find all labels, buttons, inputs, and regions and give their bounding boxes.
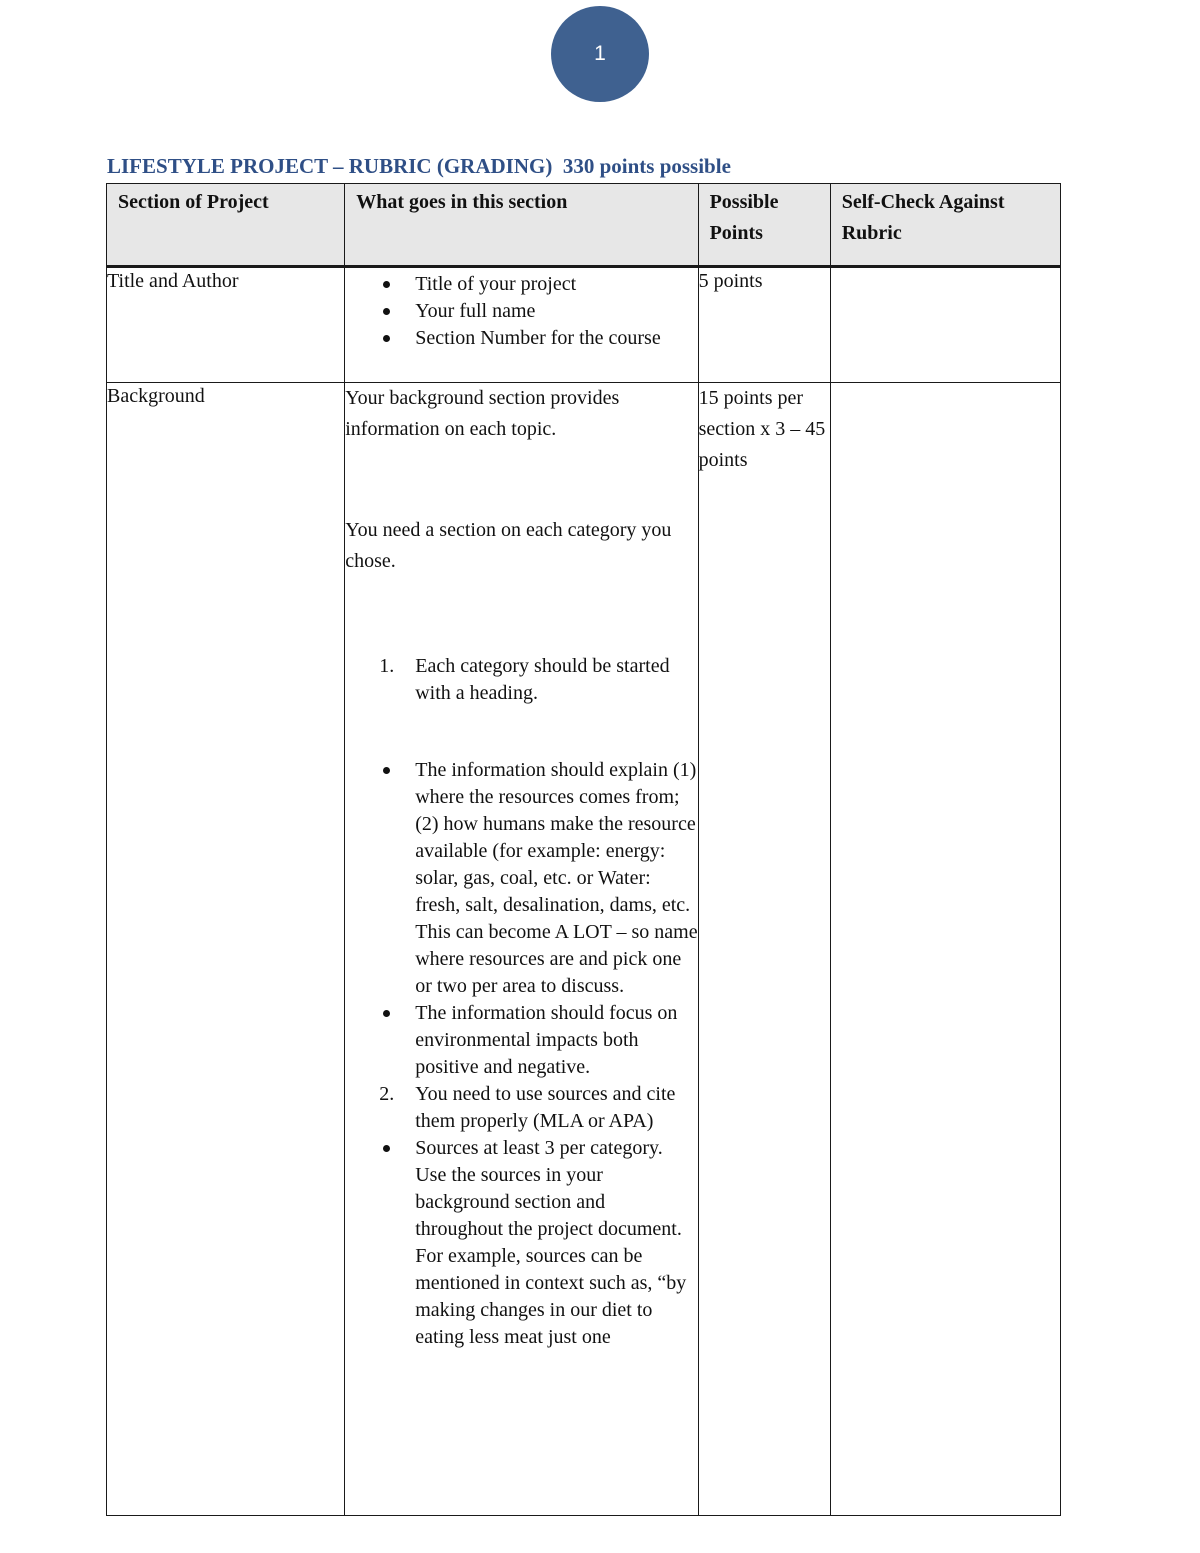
self-check-cell xyxy=(830,383,1060,1516)
header-what-goes: What goes in this section xyxy=(345,184,698,267)
bullet-list xyxy=(345,268,697,352)
background-intro: Your background section provides information on each topic. xyxy=(345,387,620,440)
list-number: 1. xyxy=(379,655,395,677)
page-number-badge xyxy=(551,6,649,102)
points-cell: 15 points per section x 3 – 45 points xyxy=(698,383,830,1516)
list-item-numbered xyxy=(345,653,697,707)
list-item-text: You need to use sources and cite them properly (MLA or APA) xyxy=(415,1083,676,1132)
bullet-list xyxy=(345,757,697,1081)
document-title: LIFESTYLE PROJECT – RUBRIC (GRADING) 330 points possible xyxy=(107,154,731,178)
bullet-list xyxy=(345,1135,697,1351)
points-cell: 5 points xyxy=(698,267,830,383)
self-check-cell xyxy=(830,267,1060,383)
page-number: 1 xyxy=(594,42,606,65)
list-item: The information should focus on environmental impacts both positive and negative. xyxy=(345,1000,697,1081)
list-item-numbered xyxy=(345,1081,697,1135)
table-row-background xyxy=(107,383,1061,1516)
numbered-list xyxy=(345,1081,697,1135)
header-self-check: Self-Check Against Rubric xyxy=(830,184,1060,267)
list-item: The information should explain (1) where the resources comes from; (2) how humans make the resource available (for example: energy: solar, gas, coal, etc. or Water: fresh, salt, desalination, dams, etc. This can become A LOT – so name where resources are and pick one or two per area to discuss. xyxy=(345,757,697,1000)
table-row-title-author xyxy=(107,267,1061,383)
list-item: Sources at least 3 per category. Use the sources in your background section and throughout the project document. For example, sources can be mentioned in context such as, “by making changes in our diet to eating less meat just one xyxy=(345,1135,697,1351)
rubric-table xyxy=(106,183,1061,1516)
list-item: Title of your project xyxy=(345,271,697,298)
section-cell: Title and Author xyxy=(107,267,345,383)
header-section: Section of Project xyxy=(107,184,345,267)
list-number: 2. xyxy=(379,1083,395,1105)
list-item: Section Number for the course xyxy=(345,325,697,352)
header-possible-points: Possible Points xyxy=(698,184,830,267)
list-item: Your full name xyxy=(345,298,697,325)
description-cell xyxy=(345,383,698,1516)
description-cell xyxy=(345,267,698,383)
list-item-text: Each category should be started with a heading. xyxy=(415,655,670,704)
section-cell: Background xyxy=(107,383,345,1516)
numbered-list xyxy=(345,653,697,707)
table-header-row xyxy=(107,184,1061,267)
background-need: You need a section on each category you chose. xyxy=(345,519,672,572)
